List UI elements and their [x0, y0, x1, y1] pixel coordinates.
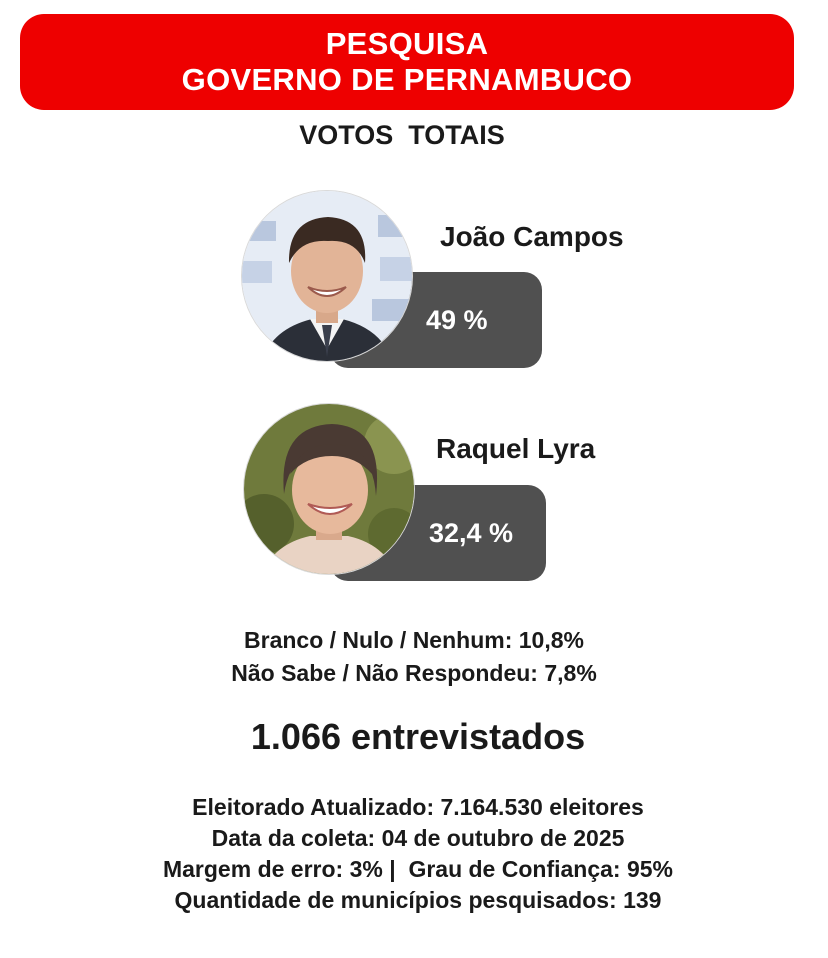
other-stats: [0, 624, 828, 690]
margin-line: Margem de erro: 3% | Grau de Confiança: 95%: [162, 856, 674, 882]
date-line: Data da coleta: 04 de outubro de 2025: [211, 825, 625, 851]
banner-line-1: PESQUISA: [325, 26, 489, 61]
dont-know-stat: Não Sabe / Não Respondeu: 7,8%: [231, 660, 597, 686]
banner-line-2: GOVERNO DE PERNAMBUCO: [181, 62, 633, 97]
candidate-name: Raquel Lyra: [436, 433, 596, 464]
candidate-photo: [244, 404, 414, 574]
interviewed-count: 1.066 entrevistados: [250, 716, 586, 757]
portrait-image: [244, 404, 414, 574]
percent-label: 32,4 %: [429, 517, 514, 548]
methodology: [0, 792, 828, 916]
candidate-raquel-lyra: [0, 400, 828, 590]
percent-label: 49 %: [426, 304, 488, 335]
title-banner: [20, 14, 794, 110]
portrait-image: [242, 191, 412, 361]
electorate-line: Eleitorado Atualizado: 7.164.530 eleitores: [192, 794, 644, 820]
candidate-photo: [242, 191, 412, 361]
municipalities-line: Quantidade de municípios pesquisados: 139: [174, 887, 662, 913]
blank-null-stat: Branco / Nulo / Nenhum: 10,8%: [244, 627, 584, 653]
candidate-joao-campos: [0, 188, 828, 378]
section-title: VOTOS TOTAIS: [299, 120, 505, 150]
candidate-name: João Campos: [440, 221, 624, 252]
